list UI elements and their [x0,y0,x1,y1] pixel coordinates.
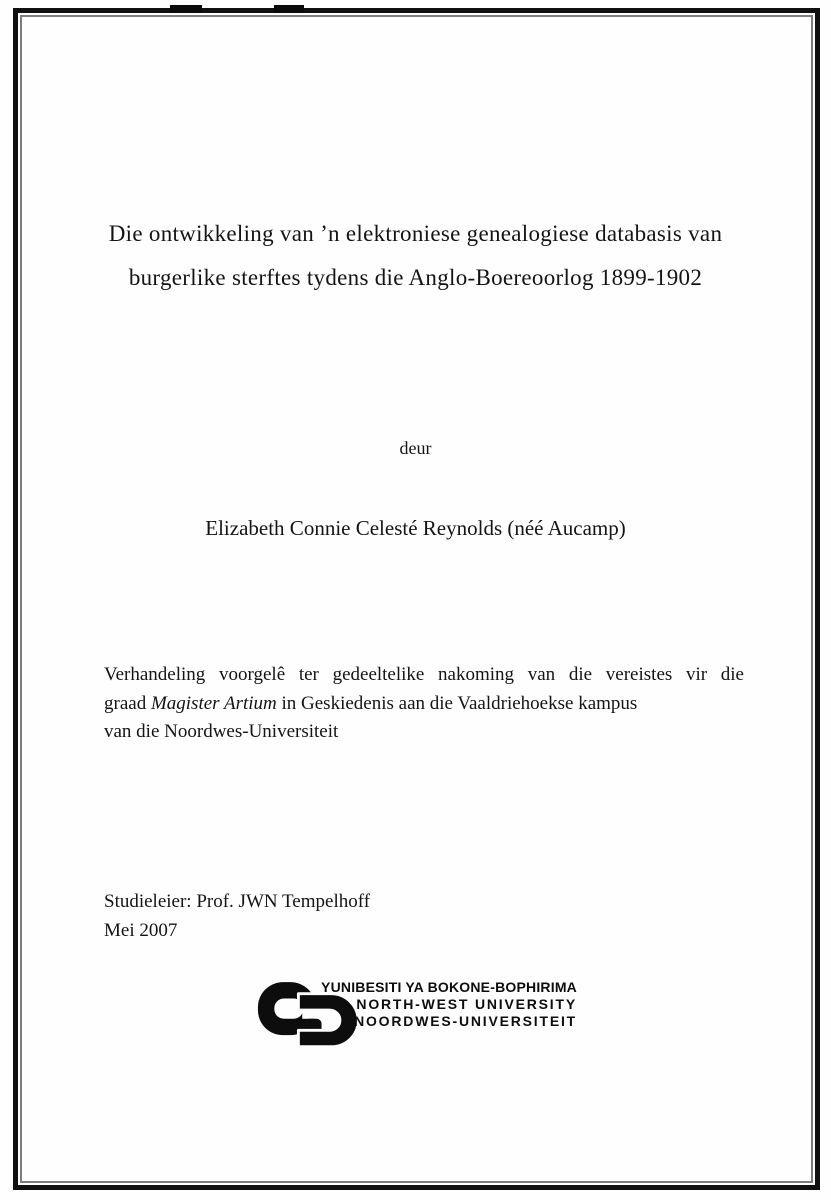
university-logo [256,971,579,1057]
supervisor-line: Studieleier: Prof. JWN Tempelhoff [104,891,371,912]
statement-line2-post: in Geskiedenis aan die Vaaldriehoekse kampus [276,692,638,714]
thesis-title-line-2: burgerlike sterftes tydens die Anglo-Boereoorlog 1899-1902 [128,265,703,290]
degree-statement [104,661,744,747]
university-logo-wordmark [314,979,577,1030]
byline-deur: deur [399,438,432,458]
statement-line2-pre: graad [104,692,151,714]
degree-statement-line-3: van die Noordwes-Universiteit [104,721,339,742]
thesis-title-line-1: Die ontwikkeling van ’n elektroniese genealogiese databasis van [108,221,723,246]
thesis-title [88,212,743,300]
author-name: Elizabeth Connie Celesté Reynolds (néé Aucamp) [205,516,626,540]
degree-statement-line-2 [104,690,744,719]
scan-artifact [170,5,202,13]
degree-statement-line-1: Verhandeling voorgelê ter gedeeltelike nakoming van die vereistes vir die [104,664,744,685]
logo-line-afrikaans: NOORDWES-UNIVERSITEIT [354,1013,577,1029]
logo-line-english: NORTH-WEST UNIVERSITY [356,996,577,1012]
degree-name-italic: Magister Artium [150,692,277,714]
date-line: Mei 2007 [104,919,178,941]
supervisor-block [104,888,370,945]
logo-line-setswana: YUNIBESITI YA BOKONE-BOPHIRIMA [321,979,577,995]
scan-artifact [274,5,304,13]
